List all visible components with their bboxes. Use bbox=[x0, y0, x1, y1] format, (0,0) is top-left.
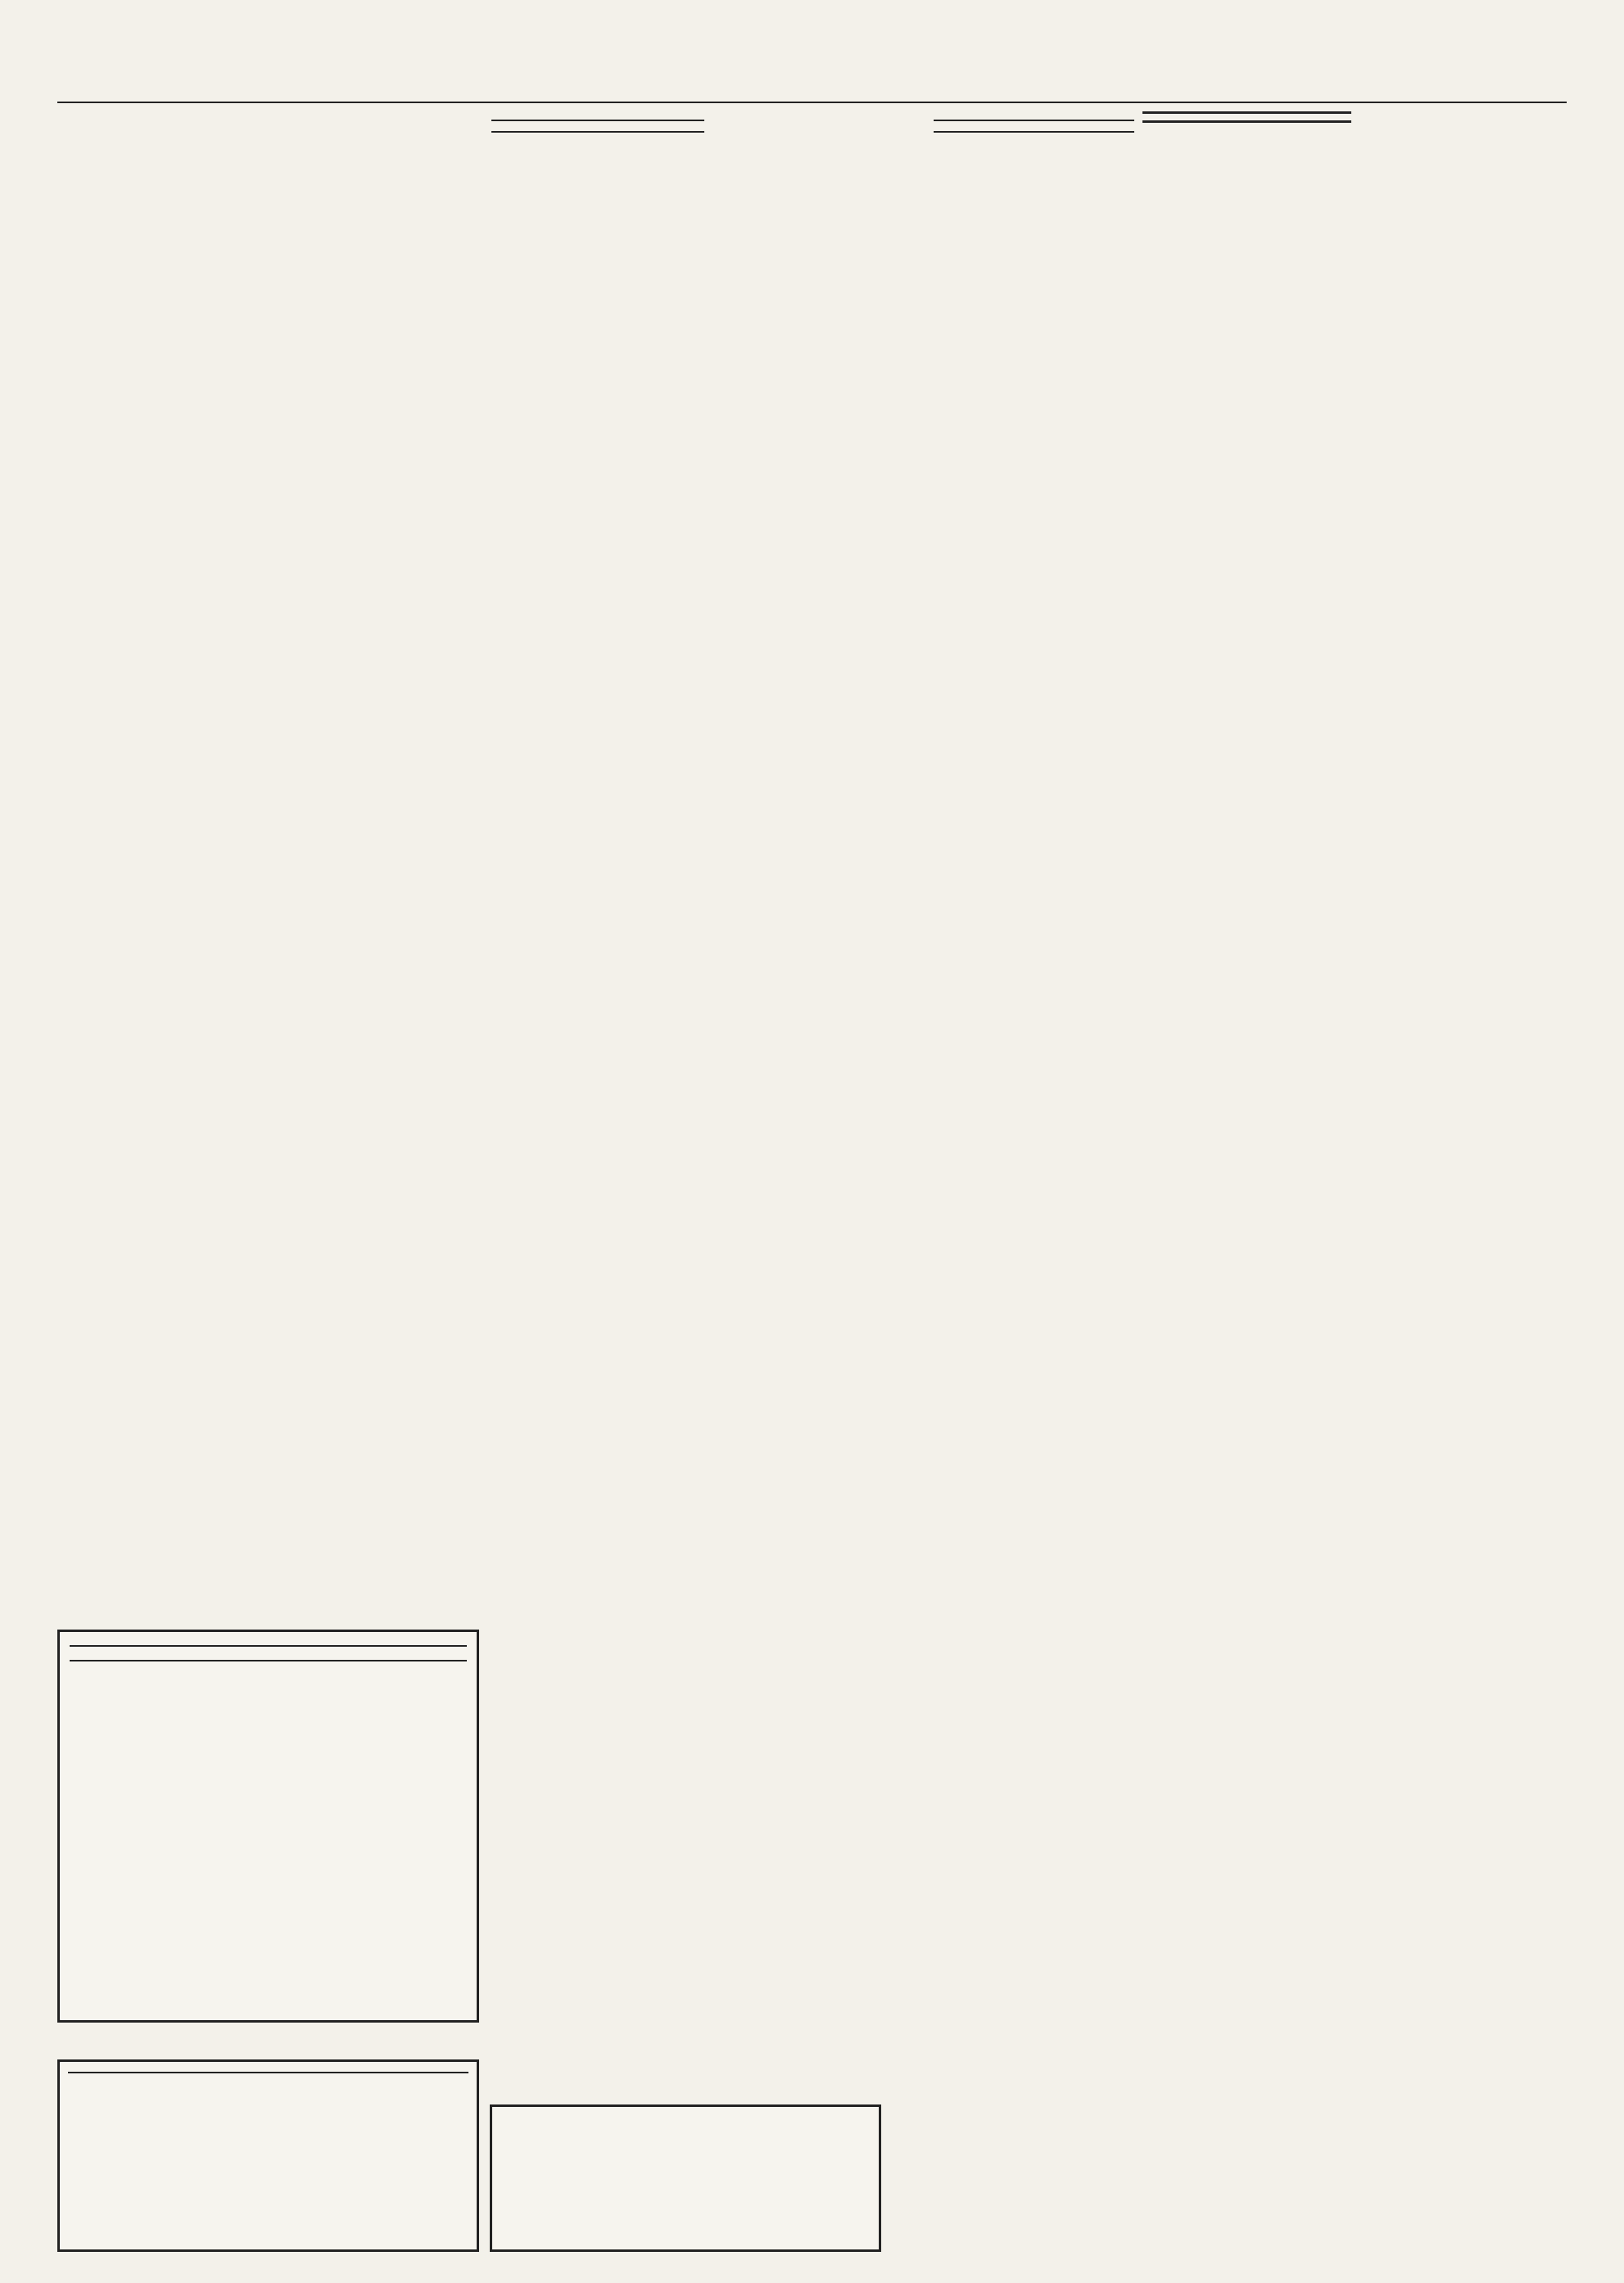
advertisement-bimboire bbox=[490, 2104, 881, 2252]
boxed-notice bbox=[934, 120, 1134, 133]
column-3 bbox=[712, 106, 925, 2096]
advertisement-aux-dames-de-france bbox=[57, 1630, 479, 2023]
article-section bbox=[1142, 111, 1351, 123]
ad-title bbox=[68, 2068, 468, 2073]
advertisement-loustalot bbox=[57, 2059, 479, 2252]
article-section bbox=[491, 120, 704, 133]
ad-line bbox=[70, 1660, 467, 1668]
top-rule bbox=[57, 102, 1567, 103]
boxed-notice bbox=[491, 120, 704, 133]
ad-title bbox=[70, 1640, 467, 1647]
column-6 bbox=[1359, 106, 1568, 2236]
article-heading bbox=[1142, 111, 1351, 123]
column-2 bbox=[491, 106, 704, 1605]
column-1 bbox=[57, 106, 479, 1621]
column-5 bbox=[1142, 106, 1351, 2236]
article-section bbox=[934, 120, 1134, 133]
column-4 bbox=[934, 106, 1134, 2096]
